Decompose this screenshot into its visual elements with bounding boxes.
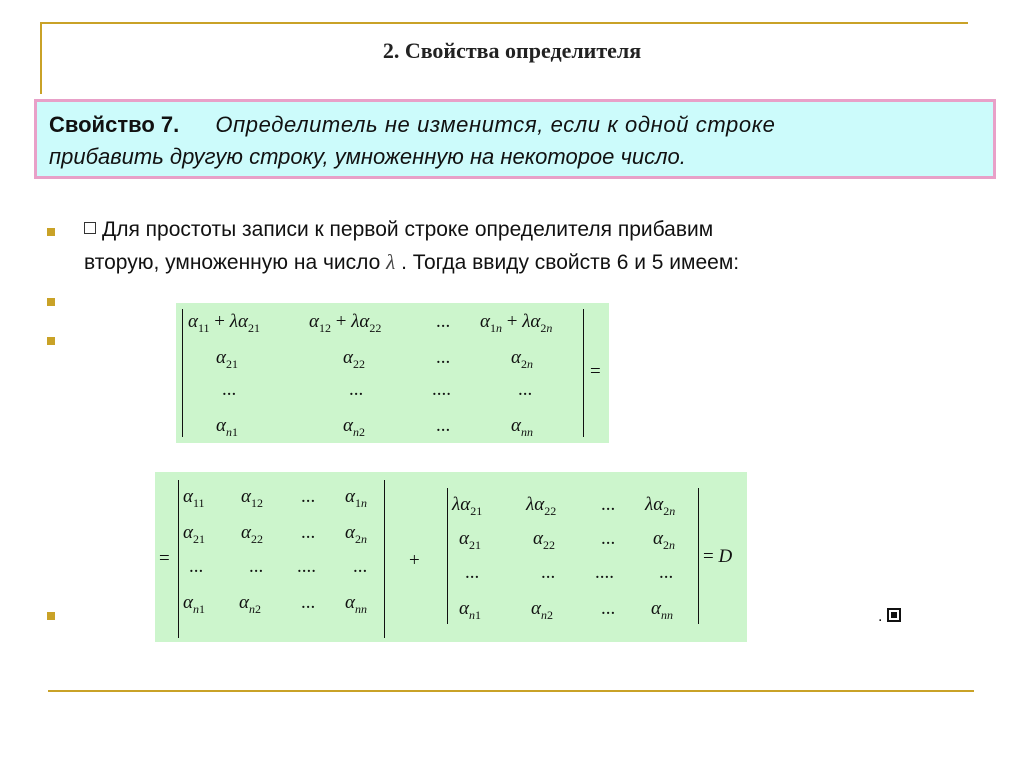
det-bar-right bbox=[583, 309, 584, 437]
a-cell-1-3: ... bbox=[301, 486, 316, 507]
equals-d: = D bbox=[703, 546, 733, 567]
b-cell-4-2: $\alpha_{n2}$ bbox=[531, 598, 553, 622]
bullet-4 bbox=[47, 612, 55, 620]
a-cell-3-2: ... bbox=[249, 556, 264, 577]
bullet-1 bbox=[47, 228, 55, 236]
cell-3-1: ... bbox=[222, 379, 237, 400]
b-cell-1-4: $\lambda\alpha_{2n}$ bbox=[645, 494, 676, 518]
b-cell-1-1: $\lambda\alpha_{21}$ bbox=[452, 494, 483, 518]
paragraph-line-2 bbox=[84, 250, 739, 275]
cell-2-2: $\alpha_{22}$ bbox=[343, 347, 365, 371]
a-cell-2-1: $\alpha_{21}$ bbox=[183, 522, 205, 546]
a-cell-1-2: $\alpha_{12}$ bbox=[241, 486, 263, 510]
a-cell-2-2: $\alpha_{22}$ bbox=[241, 522, 263, 546]
det-b-bar-left bbox=[447, 488, 448, 624]
cell-3-3: .... bbox=[432, 379, 451, 400]
b-cell-2-2: $\alpha_{22}$ bbox=[533, 528, 555, 552]
a-cell-4-3: ... bbox=[301, 592, 316, 613]
cell-4-1: $\alpha_{n1}$ bbox=[216, 415, 238, 439]
property-text-1: Определитель не изменится, если к одной строке bbox=[215, 112, 776, 137]
det-bar-left bbox=[182, 309, 183, 437]
b-cell-1-3: ... bbox=[601, 494, 616, 515]
paragraph-text-1: Для простоты записи к первой строке определителя прибавим bbox=[102, 218, 714, 241]
end-of-proof-icon bbox=[887, 608, 901, 622]
cell-4-4: $\alpha_{nn}$ bbox=[511, 415, 533, 439]
cell-1-4: $\alpha_{1n} + \lambda\alpha_{2n}$ bbox=[480, 311, 553, 335]
b-cell-3-2: ... bbox=[541, 562, 556, 583]
b-cell-3-4: ... bbox=[659, 562, 674, 583]
plus-sign: + bbox=[409, 550, 420, 571]
cell-2-4: $\alpha_{2n}$ bbox=[511, 347, 533, 371]
b-cell-2-3: ... bbox=[601, 528, 616, 549]
a-cell-2-4: $\alpha_{2n}$ bbox=[345, 522, 367, 546]
a-cell-3-3: .... bbox=[297, 556, 316, 577]
checkbox-icon bbox=[84, 222, 96, 234]
bullet-3 bbox=[47, 337, 55, 345]
lambda-symbol: λ bbox=[386, 250, 396, 274]
end-dot: . bbox=[878, 608, 883, 625]
b-cell-4-1: $\alpha_{n1}$ bbox=[459, 598, 481, 622]
equals-sign: = bbox=[590, 361, 601, 382]
a-cell-2-3: ... bbox=[301, 522, 316, 543]
b-cell-2-4: $\alpha_{2n}$ bbox=[653, 528, 675, 552]
bottom-rule bbox=[48, 690, 974, 692]
cell-3-4: ... bbox=[518, 379, 533, 400]
a-cell-4-1: $\alpha_{n1}$ bbox=[183, 592, 205, 616]
paragraph-line-1 bbox=[84, 218, 713, 242]
property-box bbox=[34, 99, 996, 179]
cell-2-1: $\alpha_{21}$ bbox=[216, 347, 238, 371]
b-cell-3-1: ... bbox=[465, 562, 480, 583]
formula-determinant-1 bbox=[176, 303, 609, 443]
a-cell-1-1: $\alpha_{11}$ bbox=[183, 486, 205, 510]
b-cell-4-3: ... bbox=[601, 598, 616, 619]
det-b-bar-right bbox=[698, 488, 699, 624]
a-cell-4-2: $\alpha_{n2}$ bbox=[239, 592, 261, 616]
cell-1-3: ... bbox=[436, 311, 451, 332]
b-cell-2-1: $\alpha_{21}$ bbox=[459, 528, 481, 552]
slide-title: 2. Свойства определителя bbox=[382, 38, 642, 63]
a-cell-4-4: $\alpha_{nn}$ bbox=[345, 592, 367, 616]
cell-1-1: $\alpha_{11} + \lambda\alpha_{21}$ bbox=[188, 311, 260, 335]
formula-determinant-sum bbox=[155, 472, 747, 642]
top-rule bbox=[40, 22, 968, 24]
det-a-bar-left bbox=[178, 480, 179, 638]
property-label: Свойство 7. bbox=[49, 112, 180, 137]
bullet-2 bbox=[47, 298, 55, 306]
equals-sign-left: = bbox=[159, 548, 170, 569]
a-cell-1-4: $\alpha_{1n}$ bbox=[345, 486, 367, 510]
cell-4-3: ... bbox=[436, 415, 451, 436]
det-a-bar-right bbox=[384, 480, 385, 638]
b-cell-4-4: $\alpha_{nn}$ bbox=[651, 598, 673, 622]
b-cell-1-2: $\lambda\alpha_{22}$ bbox=[526, 494, 557, 518]
paragraph-text-2b: . Тогда ввиду свойств 6 и 5 имеем: bbox=[401, 251, 740, 274]
cell-4-2: $\alpha_{n2}$ bbox=[343, 415, 365, 439]
property-line-1 bbox=[49, 112, 776, 138]
cell-3-2: ... bbox=[349, 379, 364, 400]
a-cell-3-1: ... bbox=[189, 556, 204, 577]
paragraph-text-2a: вторую, умноженную на число bbox=[84, 251, 381, 274]
cell-2-3: ... bbox=[436, 347, 451, 368]
b-cell-3-3: .... bbox=[595, 562, 614, 583]
end-of-proof bbox=[878, 608, 901, 626]
cell-1-2: $\alpha_{12} + \lambda\alpha_{22}$ bbox=[309, 311, 382, 335]
a-cell-3-4: ... bbox=[353, 556, 368, 577]
property-text-2: прибавить другую строку, умноженную на некоторое число. bbox=[49, 144, 686, 169]
